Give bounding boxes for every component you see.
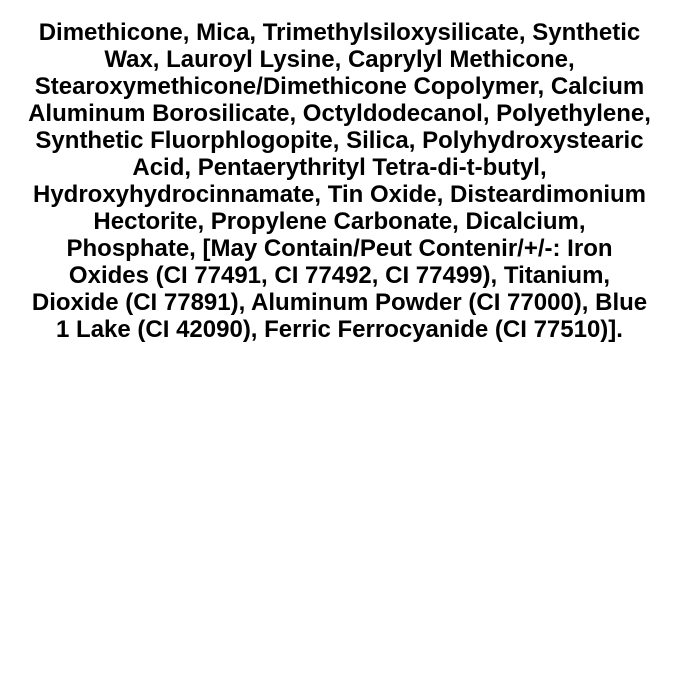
ingredients-line: Dimethicone, Mica, Trimethylsiloxysilicate, Synthetic bbox=[38, 19, 641, 46]
ingredients-line: 1 Lake (CI 42090), Ferric Ferrocyanide (CI 77510)]. bbox=[56, 316, 623, 343]
ingredients-line: Hectorite, Propylene Carbonate, Dicalcium, bbox=[93, 208, 586, 235]
ingredients-line: Wax, Lauroyl Lysine, Caprylyl Methicone, bbox=[104, 46, 575, 73]
ingredients-line: Phosphate, [May Contain/Peut Contenir/+/-: Iron bbox=[66, 235, 613, 262]
ingredients-line: Synthetic Fluorphlogopite, Silica, Polyhydroxystearic bbox=[35, 127, 644, 154]
ingredients-line: Hydroxyhydrocinnamate, Tin Oxide, Disteardimonium bbox=[32, 181, 647, 208]
ingredients-line: Aluminum Borosilicate, Octyldodecanol, Polyethylene, bbox=[28, 100, 651, 127]
ingredients-line: Acid, Pentaerythrityl Tetra-di-t-butyl, bbox=[132, 154, 547, 181]
ingredients-line: Dioxide (CI 77891), Aluminum Powder (CI 77000), Blue bbox=[31, 289, 648, 316]
ingredients-line: Oxides (CI 77491, CI 77492, CI 77499), Titanium, bbox=[68, 262, 611, 289]
ingredients-line: Stearoxymethicone/Dimethicone Copolymer, Calcium bbox=[34, 73, 645, 100]
